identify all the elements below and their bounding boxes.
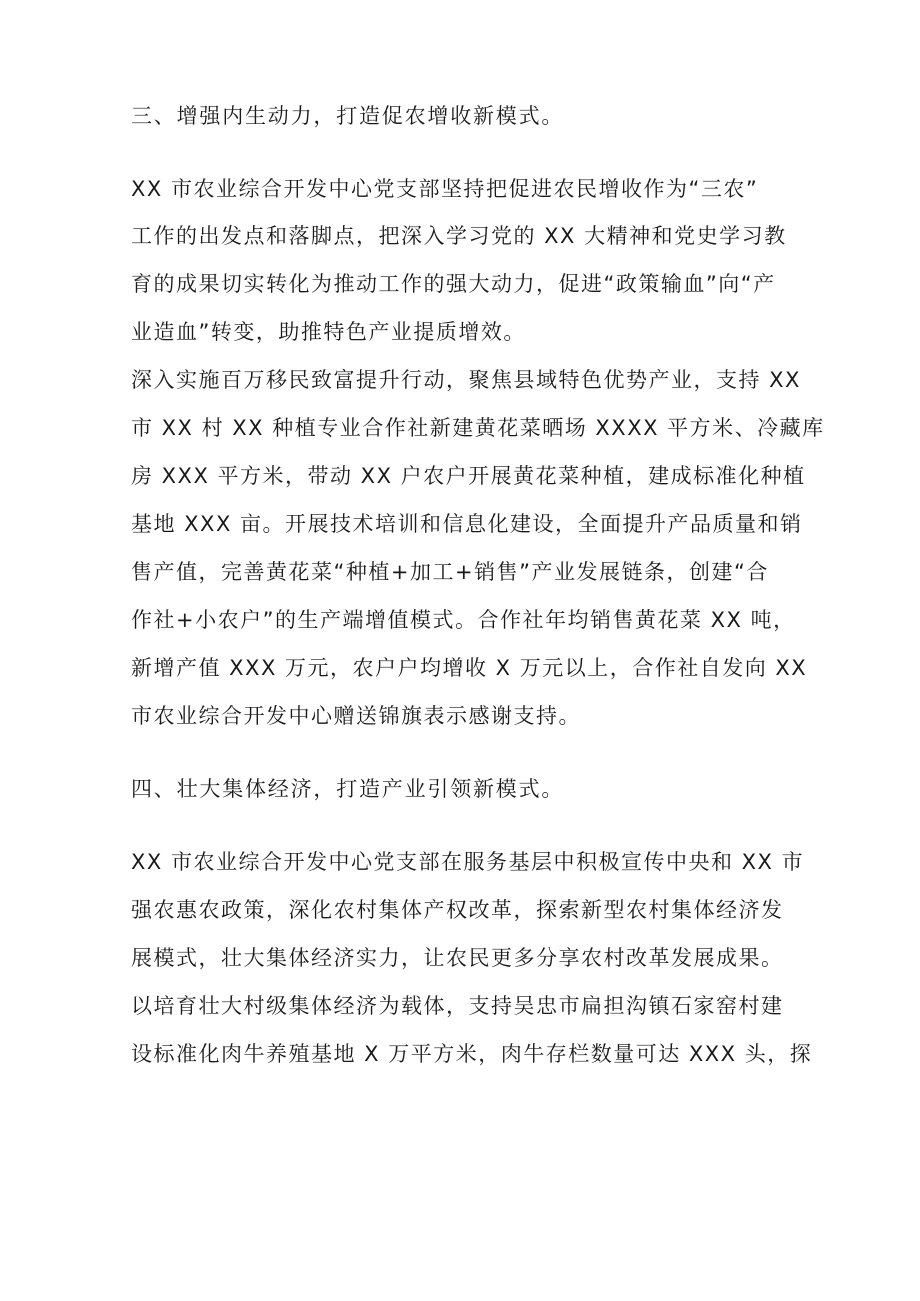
- section-4-heading: 四、壮大集体经济，打造产业引领新模式。: [131, 777, 565, 801]
- section-3-paragraph-2-line: 市农业综合开发中心赠送锦旗表示感谢支持。: [131, 704, 581, 728]
- section-3-paragraph-2-line: 新增产值 XXX 万元，农户户均增收 X 万元以上，合作社自发向 XX: [131, 656, 808, 680]
- section-3-paragraph-2-line: 作社+小农户”的生产端增值模式。合作社年均销售黄花菜 XX 吨，: [131, 608, 796, 632]
- section-4-paragraph-1-line: 展模式，壮大集体经济实力，让农民更多分享农村改革发展成果。: [131, 946, 784, 970]
- section-3-paragraph-1-line: XX 市农业综合开发中心党支部坚持把促进农民增收作为“三农”: [131, 177, 759, 201]
- section-4-paragraph-1-line: 强农惠农政策，深化农村集体产权改革，探索新型农村集体经济发: [131, 898, 784, 922]
- section-4-paragraph-1-line: 以培育壮大村级集体经济为载体，支持吴忠市扁担沟镇石家窑村建: [131, 994, 784, 1018]
- section-4-paragraph-1-line: XX 市农业综合开发中心党支部在服务基层中积极宣传中央和 XX 市: [131, 850, 805, 874]
- section-3-paragraph-1-line: 工作的出发点和落脚点，把深入学习党的 XX 大精神和党史学习教: [131, 224, 787, 248]
- section-3-paragraph-1-line: 育的成果切实转化为推动工作的强大动力，促进“政策输血”向“产: [131, 272, 776, 296]
- section-3-paragraph-1-line: 业造血”转变，助推特色产业提质增效。: [131, 320, 526, 344]
- section-3-heading: 三、增强内生动力，打造促农增收新模式。: [131, 104, 565, 128]
- section-3-paragraph-2-line: 市 XX 村 XX 种植专业合作社新建黄花菜晒场 XXXX 平方米、冷藏库: [131, 416, 825, 440]
- section-3-paragraph-2-line: 深入实施百万移民致富提升行动，聚焦县域特色优势产业，支持 XX: [131, 368, 801, 392]
- section-3-paragraph-2-line: 房 XXX 平方米，带动 XX 户农户开展黄花菜种植，建成标准化种植: [131, 464, 806, 488]
- section-4-paragraph-1-line: 设标准化肉牛养殖基地 X 万平方米，肉牛存栏数量可达 XXX 头，探: [131, 1042, 813, 1066]
- section-3-paragraph-2-line: 售产值，完善黄花菜“种植+加工+销售”产业发展链条，创建“合: [131, 560, 769, 584]
- section-3-paragraph-2-line: 基地 XXX 亩。开展技术培训和信息化建设，全面提升产品质量和销: [131, 512, 803, 536]
